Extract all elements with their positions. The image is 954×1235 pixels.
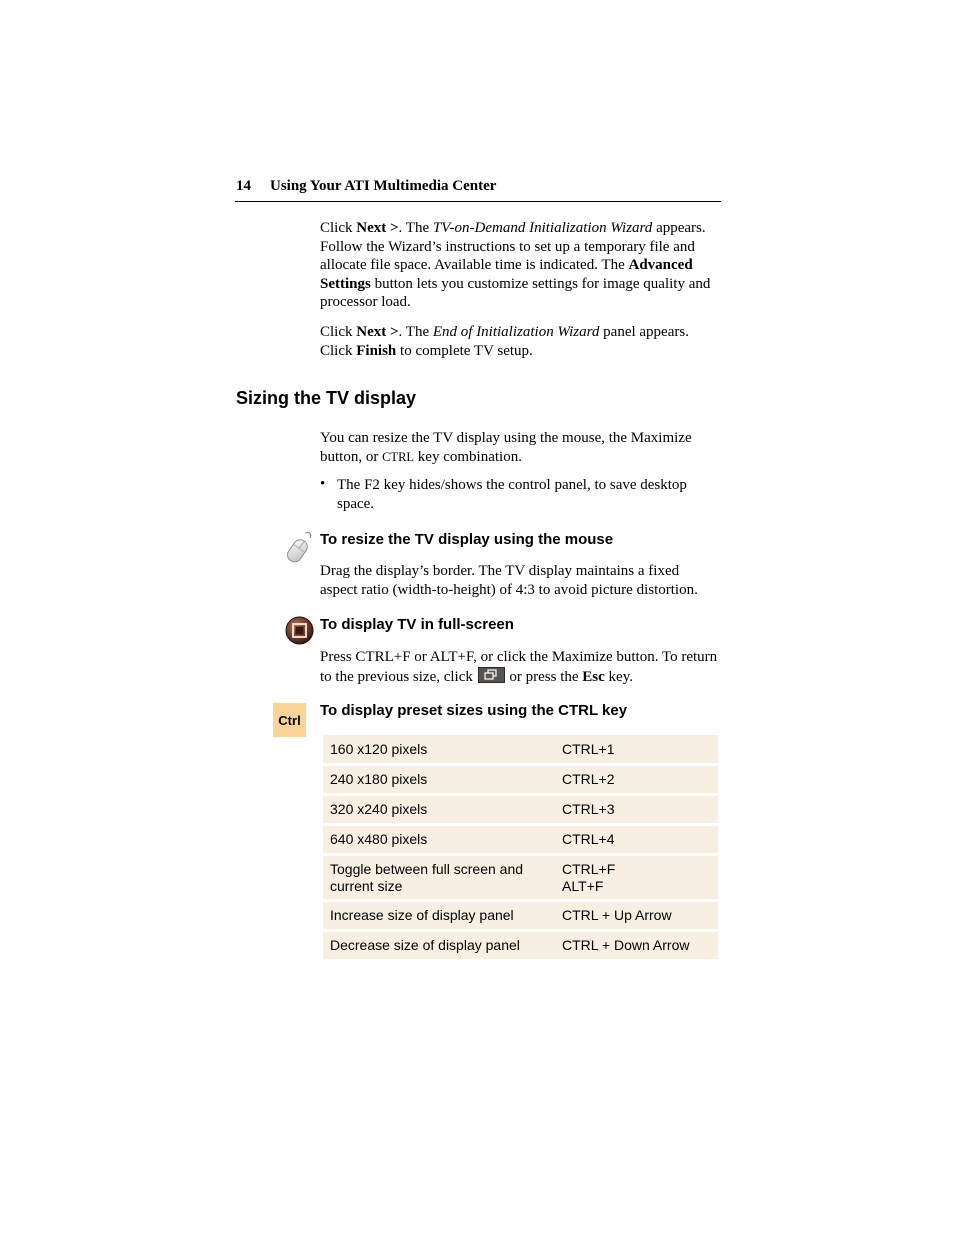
running-header <box>235 177 721 202</box>
keys-cell: CTRL + Up Arrow <box>562 907 672 923</box>
mouse-icon <box>283 530 313 566</box>
section-heading: Sizing the TV display <box>236 388 417 408</box>
keys-line: ALT+F <box>562 878 604 894</box>
table-row <box>323 826 718 853</box>
size-line: Toggle between full screen and <box>330 861 524 877</box>
keys-cell: CTRL+2 <box>562 771 615 787</box>
intro-paragraph-2 <box>320 323 720 360</box>
keys-cell: CTRL+1 <box>562 741 615 757</box>
restore-icon <box>478 667 505 683</box>
table-row <box>323 932 718 959</box>
text: key combination. <box>414 448 522 465</box>
fullscreen-heading: To display TV in full-screen <box>320 616 514 633</box>
ctrl-key-badge: Ctrl <box>273 703 306 737</box>
next-label: Next > <box>356 220 399 236</box>
section-lead <box>320 429 720 466</box>
keys-cell: CTRL + Down Arrow <box>562 937 690 953</box>
text: . The <box>398 220 433 236</box>
text: Press CTRL+F or ALT+F, or click the Maximize button. To return to the previous size, click <box>320 649 718 685</box>
next-label: Next > <box>356 324 399 340</box>
text: Click <box>320 324 357 340</box>
keys-cell: CTRL+4 <box>562 831 615 847</box>
preset-heading: To display preset sizes using the CTRL key <box>320 702 628 719</box>
size-cell <box>330 861 550 895</box>
panel-name: End of Initialization Wizard <box>432 324 600 340</box>
text: panel appears. Click <box>320 324 689 359</box>
size-line: current size <box>330 878 403 894</box>
page-number: 14 <box>236 178 251 194</box>
table-row <box>323 766 718 793</box>
size-cell: 640 x480 pixels <box>330 831 428 847</box>
table-row <box>323 902 718 929</box>
intro-paragraph-1 <box>320 219 720 312</box>
mouse-body: Drag the display’s border. The TV display maintains a fixed aspect ratio (width-to-height) of 4:3 to avoid picture distortion. <box>320 563 698 598</box>
keys-cell: CTRL+3 <box>562 801 615 817</box>
wizard-name: TV-on-Demand Initialization Wizard <box>432 220 653 236</box>
size-cell: 160 x120 pixels <box>330 741 428 757</box>
text: to complete TV setup. <box>396 342 533 359</box>
text: or press the <box>505 668 583 685</box>
text: . The <box>398 324 433 340</box>
ctrl-smallcaps: CTRL <box>382 449 415 464</box>
esc-key-label: Esc <box>582 668 605 685</box>
keys-cell <box>562 861 712 895</box>
maximize-icon <box>285 616 314 645</box>
bullet-mark: • <box>320 476 326 492</box>
text: Click <box>320 220 357 236</box>
keys-line: CTRL+F <box>562 861 616 877</box>
bullet-text: The F2 key hides/shows the control panel, to save desktop space. <box>337 477 687 512</box>
text: button lets you customize settings for image quality and processor load. <box>320 275 711 311</box>
fullscreen-body <box>320 648 720 686</box>
table-row <box>323 735 718 763</box>
header-title: Using Your ATI Multimedia Center <box>270 178 497 194</box>
text: key. <box>604 668 633 685</box>
finish-label: Finish <box>356 342 397 359</box>
size-cell: 320 x240 pixels <box>330 801 428 817</box>
size-cell: Decrease size of display panel <box>330 937 520 953</box>
table-row <box>323 796 718 823</box>
text: You can resize the TV display using the mouse, the Maximize button, or <box>320 430 692 465</box>
mouse-heading: To resize the TV display using the mouse <box>320 531 614 548</box>
text: appears. Follow the Wizard’s instructions to set up a temporary file and allocate file space. Available time is indicated. The <box>320 220 706 274</box>
advanced-settings-label: Advanced Settings <box>320 257 693 292</box>
size-cell: 240 x180 pixels <box>330 771 428 787</box>
table-row <box>323 856 718 899</box>
size-cell: Increase size of display panel <box>330 907 514 923</box>
